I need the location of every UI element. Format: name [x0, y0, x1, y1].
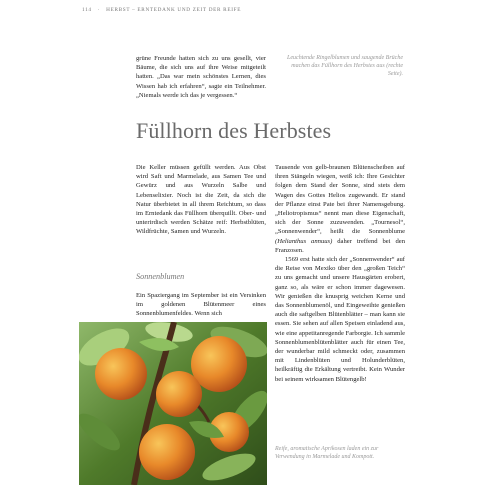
top-paragraph: grüne Freunde hatten sich zu uns gesellt, vier Bäume, die sich uns auf ihre Weise mitgeteilt hatten. „Das war mein schönstes Lernen, dies Wissen hab ich erfahren“, sagte ein Teilnehmer. „Niemals werde ich das je vergessen.“ [136, 55, 266, 99]
left-column [136, 163, 266, 237]
left-column-2: Ein Spaziergang im September ist ein Versinken im goldenen Blütenmeer eines Sonnenblumenfeldes. Wenn sich [136, 292, 266, 318]
page-title: Füllhorn des Herbstes [136, 118, 332, 143]
subheading-sonnenblumen: Sonnenblumen [136, 272, 185, 281]
right-column [275, 163, 405, 384]
section-title: HERBST – ERNTEDANK UND ZEIT DER REIFE [106, 7, 242, 13]
page-number: 114 [82, 7, 92, 13]
left-paragraph: Die Keller müssen gefüllt werden. Aus Obst wird Saft und Marmelade, aus Samen Tee und Gewürz und aus Wurzeln Salbe und Lebenselixier. Noch ist die Zeit, da sich die Natur überbietet in all ihrem Reichtum, so dass im Erntedank das Füllhorn überquillt. Ober- und unterirdisch werden Schätze reif: Herbstblüten, Wildfrüchte, Samen und Wurzeln. [136, 164, 266, 236]
apricot-illustration [79, 322, 267, 485]
right-paragraph-1-text: Tausende von gelb-braunen Blütenscheiben auf ihren Stängeln wiegen, weiß ich: Ihre Gesichter folgen dem Stand der Sonne, sind stets dem Wagen des Gottes Helios zugewandt. Er stand der Pflanze einst Pate bei ihrer Namensgebung. „Heliotropismus“ nennt man diese Eigenschaft, sich der Sonne zuzuwenden. „Tournesol“, „Sonnenwender“, heißt die Sonnenblume [275, 164, 405, 236]
right-paragraph-1 [275, 163, 405, 255]
running-head: 114 · HERBST – ERNTEDANK UND ZEIT DER REIFE [82, 7, 242, 13]
right-paragraph-1-end: daher treffend bei den Franzosen. [275, 237, 405, 254]
bottom-caption: Reife, aromatische Aprikosen laden ein zur Verwendung in Marmelade und Kompott. [275, 446, 379, 460]
top-caption: Leuchtende Ringelblumen und saugende Brüche machen das Füllhorn des Herbstes aus (rechte Seite). [287, 55, 403, 77]
apricot-photo [79, 322, 267, 485]
latin-name: (Helianthus annuus) [275, 237, 333, 245]
right-paragraph-2: 1569 erst hatte sich der „Sonnenwender“ auf die Reise von Mexiko über den „großen Teich“ zu uns gemacht und unsere Hausgärten erobert, ganz so, als wäre er schon immer dagewesen. Wir genießen die knusprig weichen Kerne und das Sonnenblumenöl, und Eingeweihte genießen auch die saftgelben Blütenblätter – man kann sie essen. Sie sehen auf allen Speisen einladend aus, wie eine appetitanregende Farborgie. Ich sammle Sonnenblumenblütenblätter auch für einen Tee, der wunderbar mild schmeckt oder, zusammen mit Lindenblüten und Holunderblüten, heilkräftig die Erkältung vertreibt. Kein Wunder bei seinem wirksamen Blütengelb! [275, 256, 405, 383]
